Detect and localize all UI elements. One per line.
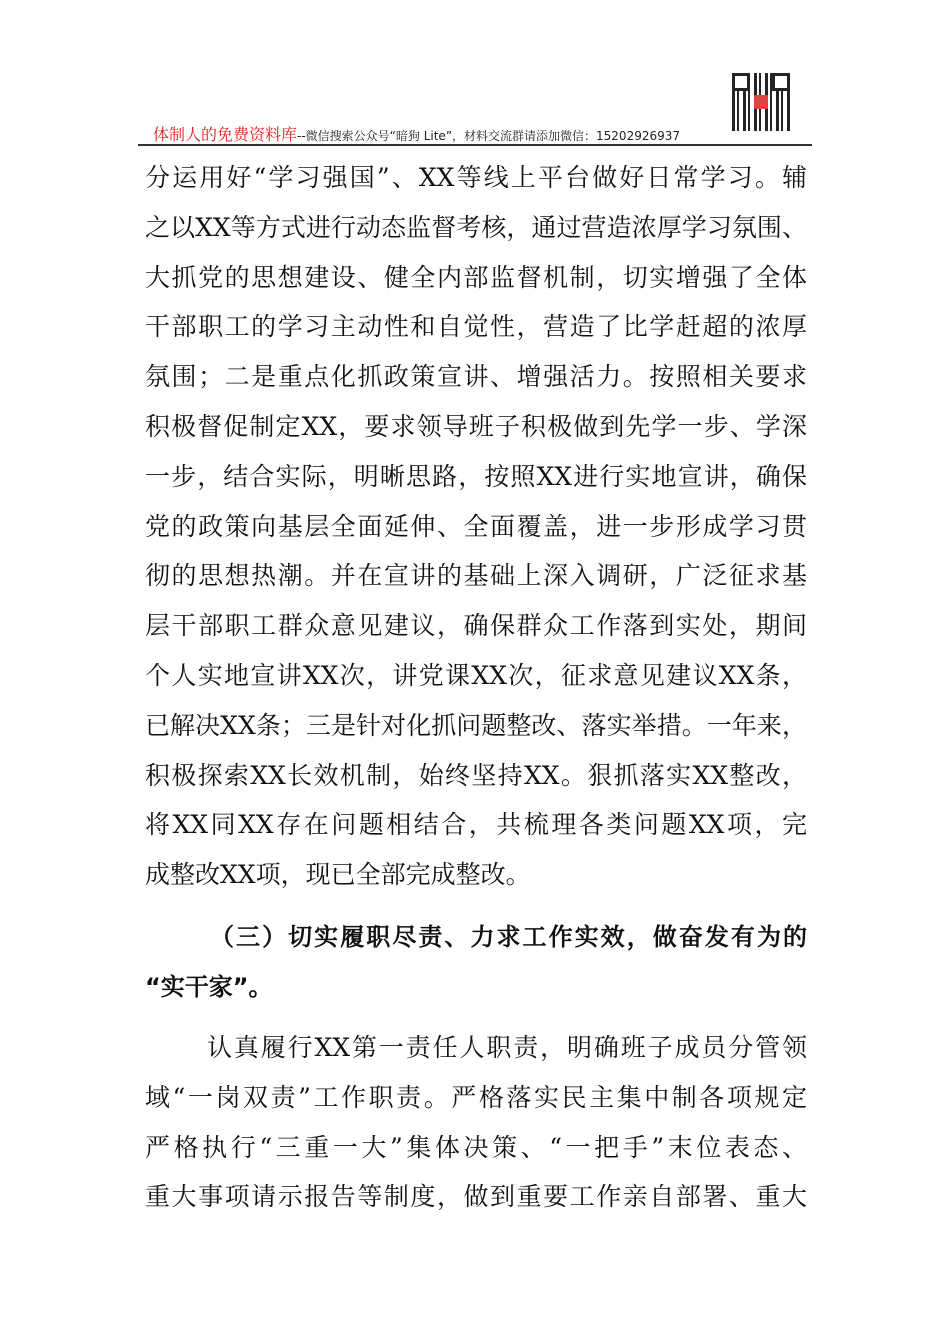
- text-line: 积极督促制定XX，要求领导班子积极做到先学一步、学深: [145, 412, 807, 441]
- text-line: 将XX同XX存在问题相结合，共梳理各类问题XX项，完: [145, 810, 807, 840]
- text-line: 已解决XX条；三是针对化抓问题整改、落实举措。一年来，: [145, 710, 807, 740]
- text-line: 分运用好“学习强国”、XX等线上平台做好日常学习。辅: [145, 163, 807, 192]
- text-line: 干部职工的学习主动性和自觉性，营造了比学赶超的浓厚: [145, 312, 807, 342]
- text-line: 重大事项请示报告等制度，做到重要工作亲自部署、重大: [145, 1182, 807, 1212]
- header-info: --微信搜索公众号“暗狗 Lite”，材料交流群请添加微信：15202926937: [297, 129, 681, 143]
- text-line: 氛围；二是重点化抓政策宣讲、增强活力。按照相关要求: [145, 362, 807, 392]
- text-line: 认真履行XX第一责任人职责，明确班子成员分管领: [207, 1033, 807, 1062]
- text-line: 之以XX等方式进行动态监督考核，通过营造浓厚学习氛围、: [145, 212, 807, 242]
- text-line: “实干家”。: [145, 973, 273, 1001]
- text-line: 大抓党的思想建设、健全内部监督机制，切实增强了全体: [145, 262, 807, 292]
- text-line: 成整改XX项，现已全部完成整改。: [145, 860, 531, 890]
- text-line: 个人实地宣讲XX次，讲党课XX次，征求意见建议XX条，: [145, 661, 807, 690]
- text-line: 层干部职工群众意见建议，确保群众工作落到实处，期间: [145, 611, 807, 641]
- text-line: 积极探索XX长效机制，始终坚持XX。狠抓落实XX整改，: [145, 760, 807, 790]
- header-brand: 体制人的免费资料库: [153, 125, 298, 144]
- qr-code: [732, 73, 790, 131]
- text-line: 彻的思想热潮。并在宣讲的基础上深入调研，广泛征求基: [145, 561, 807, 591]
- text-line: 严格执行“三重一大”集体决策、“一把手”末位表态、: [145, 1132, 807, 1162]
- header-divider: [138, 144, 812, 146]
- text-line: 一步，结合实际，明晰思路，按照XX进行实地宣讲，确保: [145, 461, 807, 491]
- text-line: （三）切实履职尽责、力求工作实效，做奋发有为的: [210, 923, 807, 951]
- text-line: 党的政策向基层全面延伸、全面覆盖，进一步形成学习贯: [145, 511, 807, 541]
- text-line: 域“一岗双责”工作职责。严格落实民主集中制各项规定: [145, 1082, 807, 1112]
- page-header: [153, 122, 680, 145]
